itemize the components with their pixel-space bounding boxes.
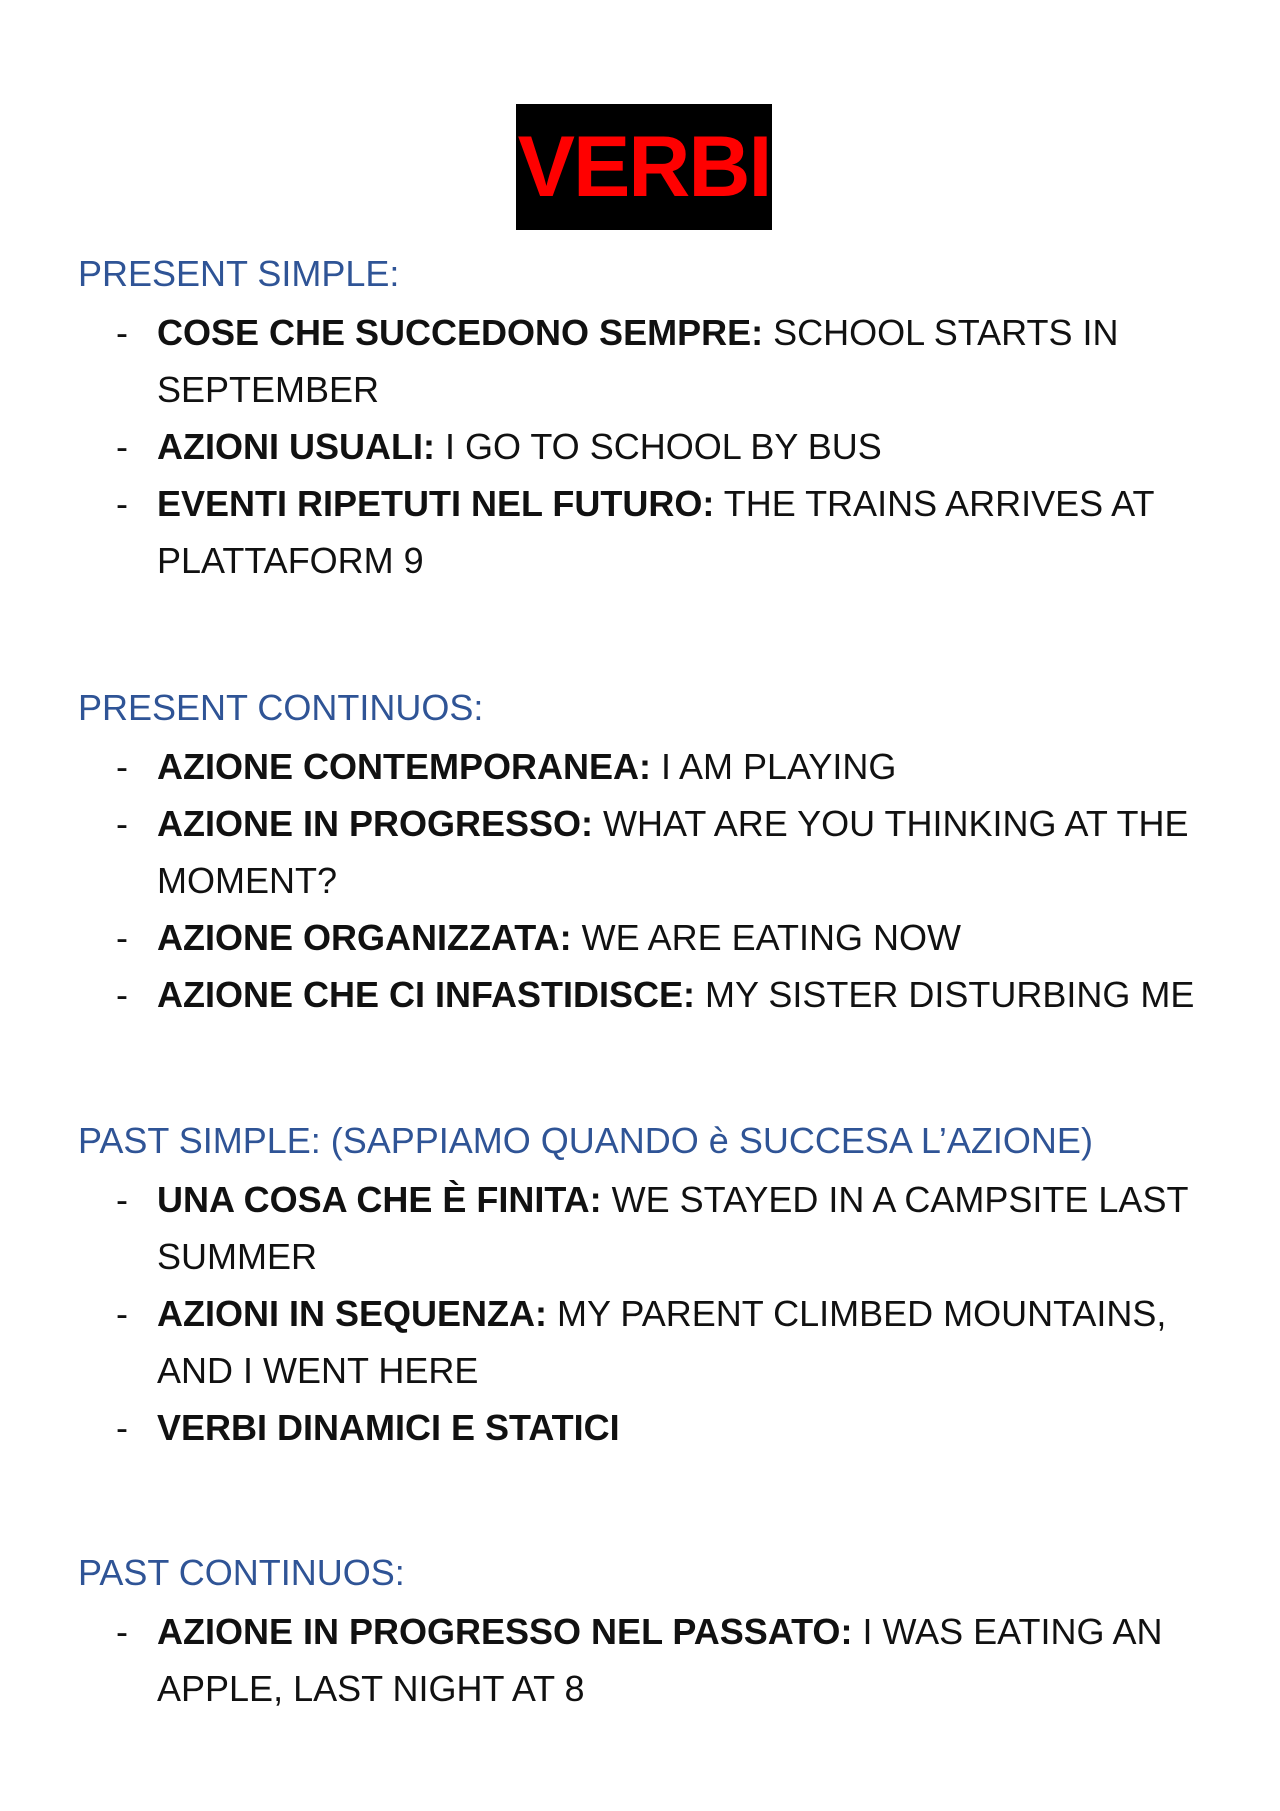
item-example: WE STAYED IN A CAMPSITE LAST SUMMER xyxy=(157,1179,1188,1277)
item-example: I AM PLAYING xyxy=(651,746,897,787)
bullet-dash: - xyxy=(116,746,128,787)
section-past-simple xyxy=(78,1119,1218,1456)
item-example: WE ARE EATING NOW xyxy=(571,917,961,958)
section-heading: PRESENT CONTINUOS: xyxy=(78,687,484,728)
item-label: UNA COSA CHE È FINITA: xyxy=(157,1179,602,1220)
item-label: AZIONI USUALI: xyxy=(157,426,435,467)
item-label: AZIONE IN PROGRESSO NEL PASSATO: xyxy=(157,1611,853,1652)
item-example: THE TRAINS ARRIVES AT PLATTAFORM 9 xyxy=(157,483,1154,581)
list-item xyxy=(78,475,1198,589)
item-example: MY SISTER DISTURBING ME xyxy=(695,974,1195,1015)
section-present-simple xyxy=(78,252,1218,589)
list-item xyxy=(78,1603,1198,1717)
list-item xyxy=(78,1285,1198,1399)
bullet-dash: - xyxy=(116,483,128,524)
item-label: AZIONE IN PROGRESSO: xyxy=(157,803,594,844)
item-label: EVENTI RIPETUTI NEL FUTURO: xyxy=(157,483,715,524)
bullet-dash: - xyxy=(116,1407,128,1448)
section-present-continuos xyxy=(78,686,1218,1023)
item-list xyxy=(78,304,1218,589)
title-banner xyxy=(516,104,772,230)
bullet-dash: - xyxy=(116,426,128,467)
item-example: I WAS EATING AN APPLE, LAST NIGHT AT 8 xyxy=(157,1611,1163,1709)
list-item xyxy=(78,909,1198,966)
bullet-dash: - xyxy=(116,803,128,844)
list-item xyxy=(78,418,1198,475)
item-list xyxy=(78,738,1218,1023)
list-item xyxy=(78,1399,1198,1456)
item-label: AZIONE ORGANIZZATA: xyxy=(157,917,572,958)
item-list xyxy=(78,1603,1218,1717)
item-label: COSE CHE SUCCEDONO SEMPRE: xyxy=(157,312,764,353)
bullet-dash: - xyxy=(116,1611,128,1652)
item-list xyxy=(78,1171,1218,1456)
item-example: I GO TO SCHOOL BY BUS xyxy=(434,426,882,467)
section-heading: PRESENT SIMPLE: xyxy=(78,253,400,294)
bullet-dash: - xyxy=(116,974,128,1015)
item-label: VERBI DINAMICI E STATICI xyxy=(157,1407,620,1448)
list-item xyxy=(78,1171,1198,1285)
bullet-dash: - xyxy=(116,312,128,353)
item-label: AZIONE CONTEMPORANEA: xyxy=(157,746,651,787)
item-example: MY PARENT CLIMBED MOUNTAINS, AND I WENT HERE xyxy=(157,1293,1167,1391)
section-heading: PAST SIMPLE: (SAPPIAMO QUANDO è SUCCESA L’AZIONE) xyxy=(78,1120,1093,1161)
list-item xyxy=(78,738,1198,795)
list-item xyxy=(78,795,1198,909)
item-label: AZIONE CHE CI INFASTIDISCE: xyxy=(157,974,696,1015)
list-item xyxy=(78,966,1198,1023)
section-heading: PAST CONTINUOS: xyxy=(78,1552,405,1593)
page-title: VERBI xyxy=(517,119,771,215)
item-example: WHAT ARE YOU THINKING AT THE MOMENT? xyxy=(157,803,1189,901)
bullet-dash: - xyxy=(116,1179,128,1220)
section-past-continuos xyxy=(78,1551,1218,1717)
item-example: SCHOOL STARTS IN SEPTEMBER xyxy=(157,312,1119,410)
bullet-dash: - xyxy=(116,1293,128,1334)
bullet-dash: - xyxy=(116,917,128,958)
item-label: AZIONI IN SEQUENZA: xyxy=(157,1293,548,1334)
list-item xyxy=(78,304,1198,418)
